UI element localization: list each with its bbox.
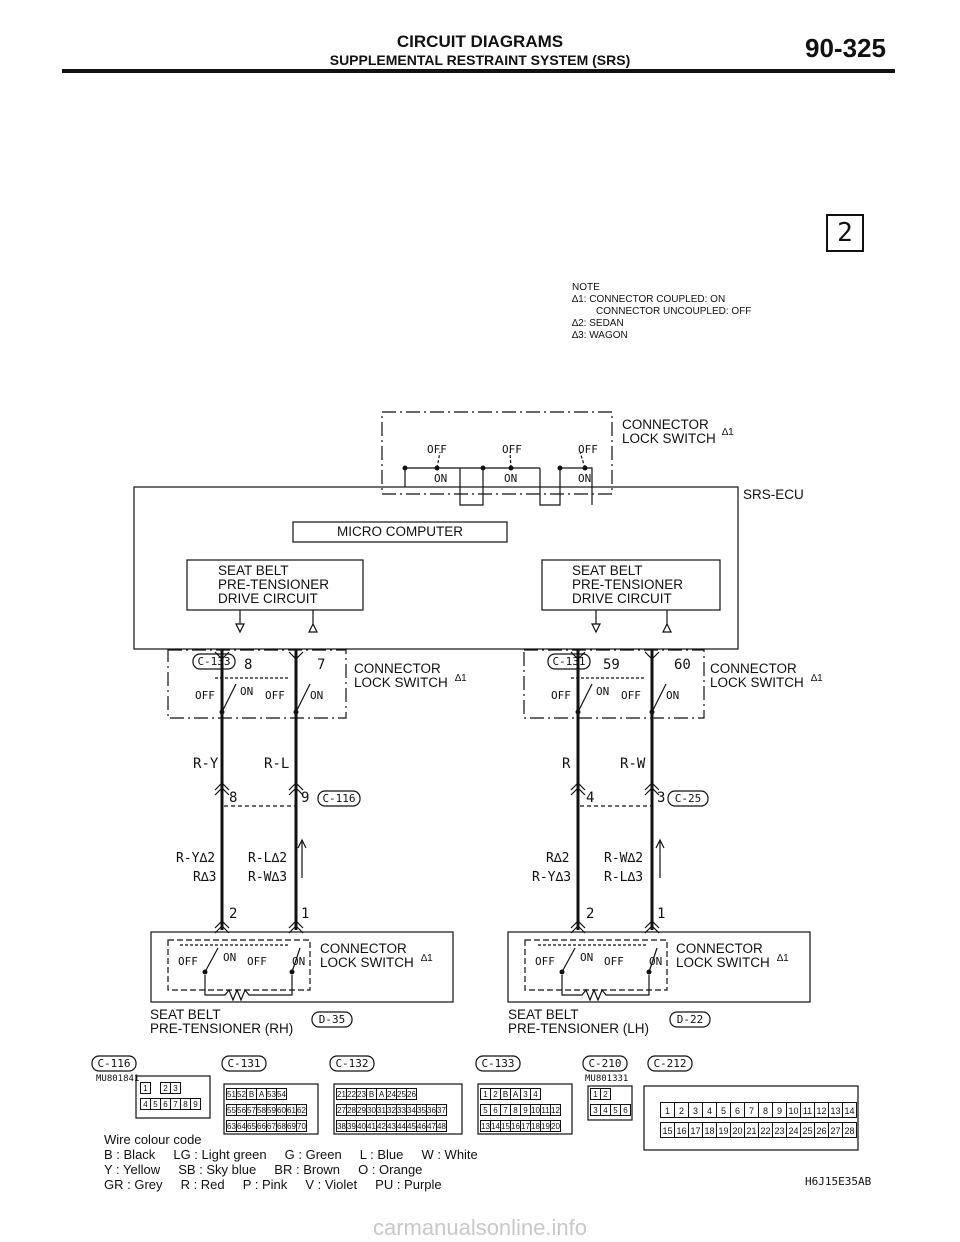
connector-pin: 25: [397, 1090, 406, 1099]
pin-number: 4: [586, 790, 595, 806]
connector-pin: A: [256, 1088, 267, 1100]
page-subtitle: SUPPLEMENTAL RESTRAINT SYSTEM (SRS): [329, 52, 631, 68]
connector-pin: 28: [842, 1122, 857, 1138]
lbl-off: OFF: [427, 443, 447, 456]
connector-pin: 12: [814, 1102, 829, 1118]
lbl-off: OFF: [604, 955, 624, 968]
connector-pin: 2: [160, 1082, 171, 1094]
connector-tag-c25: C-25: [674, 792, 702, 805]
connector-pin: 8: [180, 1098, 191, 1110]
connector-pin: 9: [190, 1098, 201, 1110]
connector-pin-row: [480, 1088, 560, 1101]
connector-pin: 66: [257, 1122, 266, 1131]
star-ref: ∆1: [421, 953, 433, 964]
connector-pin: 56: [237, 1106, 246, 1115]
connector-pin: 58: [257, 1106, 266, 1115]
wire-variant: R∆2: [546, 851, 570, 866]
connector-pin: 29: [357, 1106, 366, 1115]
legend-line: B : Black LG : Light green G : Green L : Blue W : White: [104, 1147, 478, 1162]
connector-pin: 18: [531, 1122, 540, 1131]
connector-pin: 53: [267, 1090, 276, 1099]
connector-pin: 69: [287, 1122, 296, 1131]
connector-tag-c132: C-132: [335, 1057, 369, 1070]
connector-pin: 6: [620, 1104, 631, 1116]
part-number-c116: MU801841: [96, 1074, 140, 1084]
lbl-off: OFF: [502, 443, 522, 456]
pin-number: 2: [586, 906, 595, 922]
connector-pin-row: [660, 1102, 856, 1119]
star-ref: ∆1: [455, 673, 467, 684]
connector-pin: 24: [786, 1122, 801, 1138]
squib-lh: [562, 975, 649, 1000]
pin-number: 8: [244, 657, 253, 673]
connector-pin: 11: [541, 1106, 550, 1115]
lbl-off: OFF: [551, 689, 571, 702]
connector-tag-c133: C-133: [481, 1057, 515, 1070]
connector-pin: 11: [800, 1102, 815, 1118]
micro-computer-label: MICRO COMPUTER: [337, 524, 463, 539]
wire-colour: R-Y: [193, 756, 219, 772]
connector-pin: 32: [387, 1106, 396, 1115]
star-ref: ∆1: [777, 953, 789, 964]
connector-pin: 15: [660, 1122, 675, 1138]
connector-pin: 21: [337, 1090, 346, 1099]
lbl-on: ON: [596, 685, 610, 698]
drive-circuit-right-label: SEAT BELT PRE-TENSIONER DRIVE CIRCUIT: [572, 563, 684, 606]
lbl-off: OFF: [247, 955, 267, 968]
connector-pin: 42: [377, 1122, 386, 1131]
pin-number: 1: [657, 906, 666, 922]
pin-number: 60: [674, 657, 691, 673]
connector-face-c132: [336, 1088, 446, 1136]
connector-pin: 18: [702, 1122, 717, 1138]
lbl-on: ON: [434, 472, 448, 485]
connector-face-c210: [590, 1088, 630, 1120]
connector-pin: 5: [150, 1098, 161, 1110]
connector-pin: 55: [227, 1106, 236, 1115]
legend-title: Wire colour code: [104, 1132, 202, 1147]
connector-pin: 36: [427, 1106, 436, 1115]
connector-pin: 3: [170, 1082, 181, 1094]
connector-pin-row: [336, 1088, 446, 1101]
connector-pin: 22: [758, 1122, 773, 1138]
star-ref: ∆1: [811, 673, 823, 684]
connector-pin: 33: [397, 1106, 406, 1115]
connector-pin: 13: [828, 1102, 843, 1118]
connector-pin: 7: [170, 1098, 181, 1110]
connector-pin: 35: [417, 1106, 426, 1115]
connector-tag-c210: C-210: [588, 1057, 622, 1070]
connector-pin: 21: [744, 1122, 759, 1138]
connector-pin: 31: [377, 1106, 386, 1115]
connector-pin: 1: [660, 1102, 675, 1118]
connector-tag-c131: C-131: [227, 1057, 261, 1070]
watermark: carmanualsonline.info: [372, 1215, 588, 1240]
connector-pin-row: [226, 1088, 306, 1101]
connector-pin-row: [480, 1120, 560, 1133]
connector-pin: 23: [772, 1122, 787, 1138]
ecu-lock-switch-label: CONNECTOR LOCK SWITCH: [622, 417, 716, 446]
lbl-off: OFF: [621, 689, 641, 702]
connector-tag-c131: C-131: [552, 655, 586, 668]
wire-variant: R-Y∆3: [532, 870, 572, 885]
connector-pin: 6: [730, 1102, 745, 1118]
connector-tag-d22: D-22: [676, 1013, 704, 1026]
connector-pin: 25: [800, 1122, 815, 1138]
connector-pin: 5: [480, 1104, 491, 1116]
connector-pin: 9: [772, 1102, 787, 1118]
connector-pin: 68: [277, 1122, 286, 1131]
srs-ecu-label: SRS-ECU: [743, 487, 804, 502]
wire-variant: R-L∆3: [604, 870, 644, 885]
page-title: CIRCUIT DIAGRAMS: [396, 32, 564, 51]
connector-pin: 70: [297, 1122, 306, 1131]
connector-pin: 3: [688, 1102, 703, 1118]
wire-colour: R-W: [620, 756, 646, 772]
wire-variant: R-W∆3: [248, 870, 288, 885]
note-line-1b: CONNECTOR UNCOUPLED: OFF: [596, 306, 752, 317]
connector-pin: 27: [828, 1122, 843, 1138]
page-number: 90-325: [805, 33, 886, 63]
pin-number: 59: [603, 657, 620, 673]
connector-pin: 15: [501, 1122, 510, 1131]
connector-pin: 60: [277, 1106, 286, 1115]
connector-pin: 4: [600, 1104, 611, 1116]
pretensioner-rh-label: SEAT BELT PRE-TENSIONER (RH): [150, 1007, 294, 1036]
connector-pin: 39: [347, 1122, 356, 1131]
connector-pin: 27: [337, 1106, 346, 1115]
connector-pin: 6: [160, 1098, 171, 1110]
lbl-on: ON: [649, 955, 663, 968]
connector-pin: 40: [357, 1122, 366, 1131]
lbl-on: ON: [292, 955, 306, 968]
connector-face-c131: [226, 1088, 306, 1136]
connector-pin: 8: [510, 1104, 521, 1116]
connector-pin: 6: [490, 1104, 501, 1116]
connector-pin: 48: [437, 1122, 446, 1131]
connector-pin: 4: [140, 1098, 151, 1110]
connector-face-c116: [140, 1082, 200, 1114]
connector-pin: 3: [520, 1088, 531, 1100]
connector-pin: 44: [397, 1122, 406, 1131]
connector-pin: 59: [267, 1106, 276, 1115]
drive-circuit-left-label: SEAT BELT PRE-TENSIONER DRIVE CIRCUIT: [218, 563, 330, 606]
star-ref: ∆1: [722, 427, 734, 438]
lbl-on: ON: [666, 689, 680, 702]
wire-colour: R: [562, 756, 571, 772]
pin-number: 7: [317, 657, 326, 673]
lbl-on: ON: [504, 472, 518, 485]
lbl-off: OFF: [535, 955, 555, 968]
connector-pin: 16: [511, 1122, 520, 1131]
wire-variant: R∆3: [193, 870, 217, 885]
wire-variant: R-W∆2: [604, 851, 644, 866]
connector-pin: 34: [407, 1106, 416, 1115]
connector-pin-row: [226, 1104, 306, 1117]
connector-pin: 41: [367, 1122, 376, 1131]
wire-variant: R-L∆2: [248, 851, 288, 866]
connector-pin: 1: [140, 1082, 151, 1094]
lbl-on: ON: [310, 689, 324, 702]
connector-pin: 8: [758, 1102, 773, 1118]
connector-pin: 30: [367, 1106, 376, 1115]
legend-line: Y : Yellow SB : Sky blue BR : Brown O : Orange: [104, 1162, 423, 1177]
pin-number: 2: [229, 906, 238, 922]
lbl-on: ON: [240, 685, 254, 698]
connector-pin-row: [336, 1104, 446, 1117]
connector-pin: 20: [551, 1122, 560, 1131]
squib-rh: [205, 975, 292, 1000]
wire-colour-legend: [104, 1132, 478, 1192]
connector-pin: 20: [730, 1122, 745, 1138]
connector-pin: 67: [267, 1122, 276, 1131]
connector-pin: 64: [237, 1122, 246, 1131]
connector-pin: 28: [347, 1106, 356, 1115]
connector-pin: 4: [702, 1102, 717, 1118]
connector-pin: 5: [610, 1104, 621, 1116]
connector-pin: 2: [600, 1088, 611, 1100]
connector-pin: 2: [490, 1088, 501, 1100]
connector-pin: 14: [842, 1102, 857, 1118]
part-number-c210: MU801331: [585, 1074, 629, 1084]
connector-pin: 3: [590, 1104, 601, 1116]
connector-pin: 51: [227, 1090, 236, 1099]
lbl-on: ON: [223, 951, 237, 964]
lbl-on: ON: [580, 951, 594, 964]
connector-pin-row: [140, 1098, 200, 1111]
connector-face-c212: [660, 1102, 856, 1142]
connector-pin: 52: [237, 1090, 246, 1099]
sheet-number-box: 2: [826, 214, 864, 252]
pin-number: 9: [301, 790, 310, 806]
connector-pin: 46: [417, 1122, 426, 1131]
connector-pin: 1: [590, 1088, 601, 1100]
note-heading: NOTE: [572, 282, 600, 293]
connector-pin: 12: [551, 1106, 560, 1115]
note-line-3: ∆3: WAGON: [572, 330, 628, 341]
pin-number: 3: [657, 790, 666, 806]
connector-pin: 7: [744, 1102, 759, 1118]
connector-pin: 43: [387, 1122, 396, 1131]
connector-pin: 2: [674, 1102, 689, 1118]
connector-pin: B: [246, 1088, 257, 1100]
connector-pin-row: [140, 1082, 200, 1095]
figure-code: H6J15E35AB: [805, 1175, 872, 1188]
connector-pin: 47: [427, 1122, 436, 1131]
legend-line: GR : Grey R : Red P : Pink V : Violet PU : Purple: [104, 1177, 442, 1192]
connector-tag-c116: C-116: [322, 792, 356, 805]
connector-pin: A: [510, 1088, 521, 1100]
connector-pin: 10: [531, 1106, 540, 1115]
c131-lock-switch-label: CONNECTOR LOCK SWITCH: [710, 661, 804, 690]
connector-pin: 5: [716, 1102, 731, 1118]
d35-lock-switch-label: CONNECTOR LOCK SWITCH: [320, 941, 414, 970]
connector-pin: 37: [437, 1106, 446, 1115]
connector-tag-c133: C-133: [197, 655, 231, 668]
lbl-off: OFF: [578, 443, 598, 456]
connector-pin: B: [500, 1088, 511, 1100]
connector-pin: 45: [407, 1122, 416, 1131]
connector-pin: 1: [480, 1088, 491, 1100]
connector-pin-row: [480, 1104, 560, 1117]
drive-terminals: [236, 624, 671, 632]
connector-pin: 38: [337, 1122, 346, 1131]
connector-pin: 63: [227, 1122, 236, 1131]
connector-pin: 26: [814, 1122, 829, 1138]
connector-pin: 19: [716, 1122, 731, 1138]
connector-pin: 19: [541, 1122, 550, 1131]
pretensioner-lh-label: SEAT BELT PRE-TENSIONER (LH): [508, 1007, 650, 1036]
wire-variant: R-Y∆2: [176, 851, 216, 866]
connector-pin: 13: [481, 1122, 490, 1131]
connector-pin: 4: [530, 1088, 541, 1100]
connector-pin: 17: [521, 1122, 530, 1131]
lbl-off: OFF: [178, 955, 198, 968]
lbl-off: OFF: [195, 689, 215, 702]
c133-lock-switch-label: CONNECTOR LOCK SWITCH: [354, 661, 448, 690]
connector-pin: 24: [387, 1090, 396, 1099]
connector-tag-c212: C-212: [653, 1057, 687, 1070]
connector-pin-row: [590, 1104, 630, 1117]
connector-pin-row: [590, 1088, 630, 1101]
connector-pin: 57: [247, 1106, 256, 1115]
connector-pin: 7: [500, 1104, 511, 1116]
connector-pin: 54: [277, 1090, 286, 1099]
connector-pin: 22: [347, 1090, 356, 1099]
connector-pin: 61: [287, 1106, 296, 1115]
connector-pin: 62: [297, 1106, 306, 1115]
connector-pin: 23: [357, 1090, 366, 1099]
note-line-2: ∆2: SEDAN: [572, 318, 624, 329]
d22-lock-switch-label: CONNECTOR LOCK SWITCH: [676, 941, 770, 970]
note-line-1: ∆1: CONNECTOR COUPLED: ON: [572, 294, 726, 305]
lbl-off: OFF: [265, 689, 285, 702]
connector-pin: 9: [520, 1104, 531, 1116]
connector-pin: 14: [491, 1122, 500, 1131]
lbl-on: ON: [578, 472, 592, 485]
connector-pin-row: [660, 1122, 856, 1139]
connector-tag-d35: D-35: [318, 1013, 346, 1026]
connector-pin: 65: [247, 1122, 256, 1131]
connector-pin: B: [366, 1088, 377, 1100]
pin-number: 1: [301, 906, 310, 922]
connector-face-c133: [480, 1088, 560, 1136]
connector-pin: A: [376, 1088, 387, 1100]
pin-number: 8: [229, 790, 238, 806]
connector-pin: 17: [688, 1122, 703, 1138]
connector-tag-c116: C-116: [97, 1057, 131, 1070]
wire-colour: R-L: [264, 756, 290, 772]
connector-pin: 10: [786, 1102, 801, 1118]
connector-pin: 26: [407, 1090, 416, 1099]
connector-pin: 16: [674, 1122, 689, 1138]
